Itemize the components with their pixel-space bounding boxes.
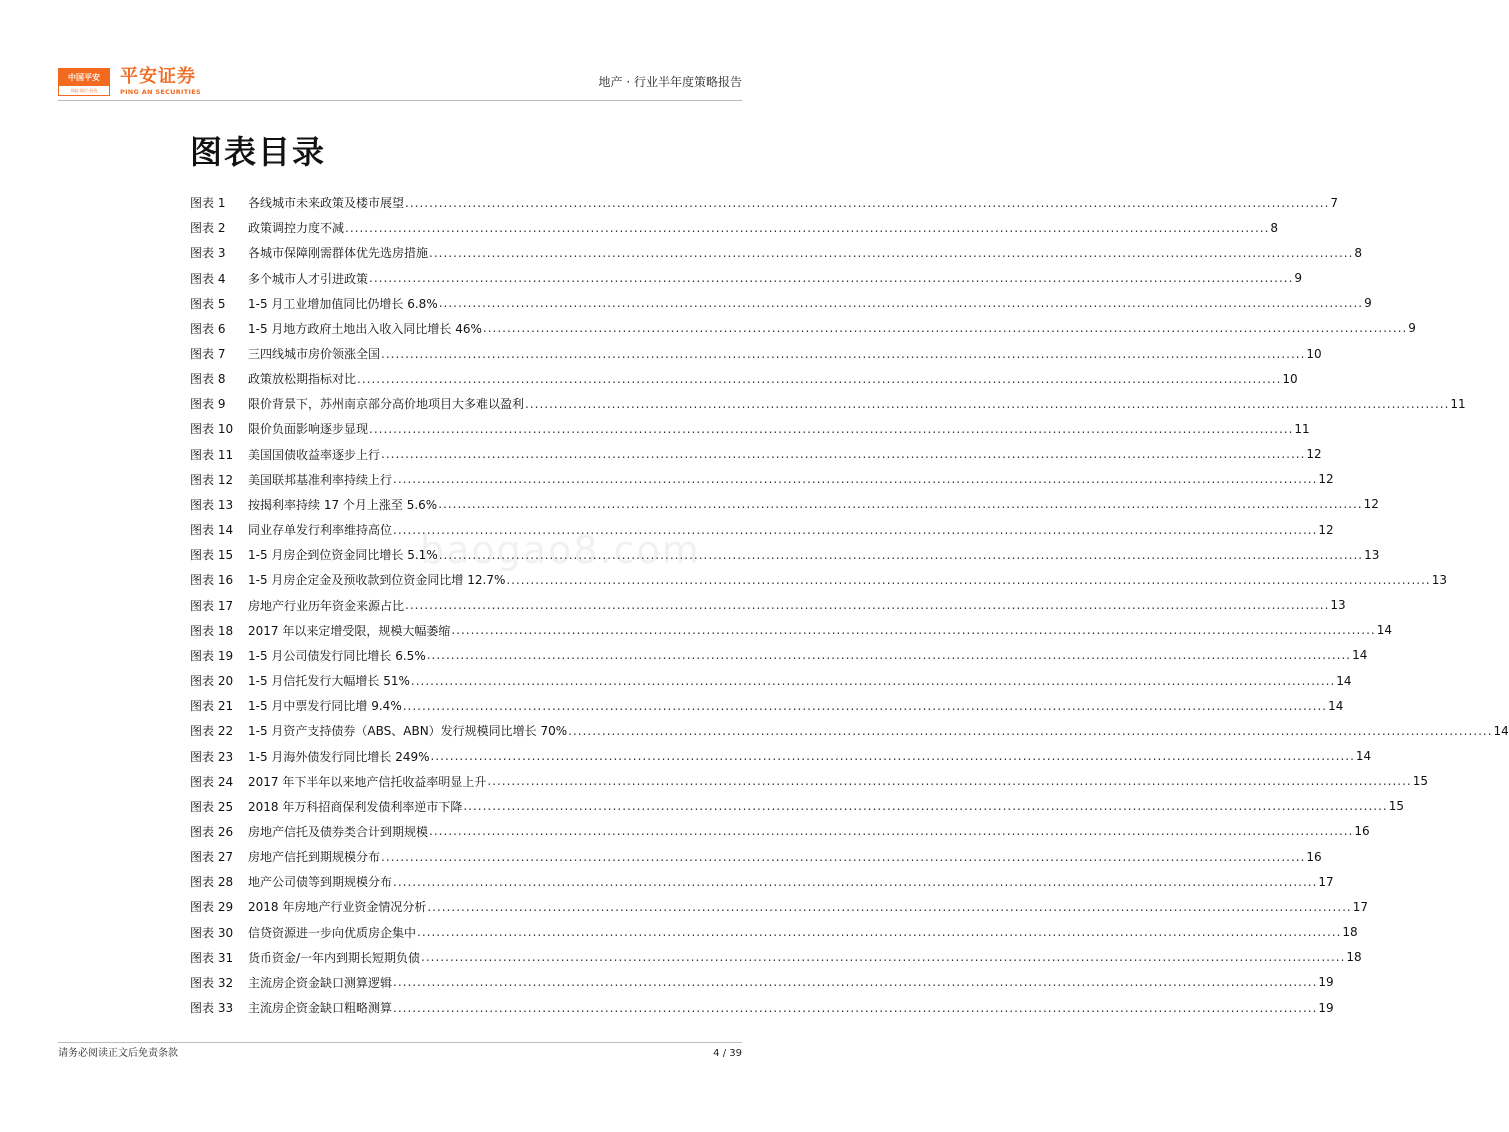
toc-entry-label: 图表 4 (190, 271, 226, 286)
toc-entry-page: 9 (1408, 321, 1416, 336)
toc-entry-label: 图表 33 (190, 1001, 234, 1016)
toc-entry[interactable] (190, 190, 1339, 215)
toc-entry-page: 16 (1354, 824, 1370, 839)
toc-entry[interactable] (190, 970, 1334, 995)
toc-entry-page: 18 (1346, 950, 1362, 965)
toc-entry-page: 13 (1364, 547, 1380, 562)
toc-entry[interactable] (190, 794, 1405, 819)
toc-entry-page: 14 (1355, 749, 1372, 764)
toc-entry-page: 7 (1330, 195, 1339, 210)
toc-entry-label: 图表 18 (190, 623, 234, 638)
toc-entry-label: 图表 16 (190, 573, 234, 588)
toc-entry-page: 12 (1363, 497, 1379, 512)
page-number: 4 / 39 (713, 1048, 742, 1059)
toc-entry-label: 图表 9 (190, 397, 226, 412)
table-of-figures (190, 190, 1509, 1020)
toc-entry[interactable] (190, 693, 1344, 718)
toc-entry-label: 图表 1 (190, 196, 226, 211)
toc-entry-page: 18 (1342, 925, 1358, 940)
toc-entry-page: 17 (1318, 874, 1334, 889)
toc-entry-title: 1-5 月信托发行大幅增长 51% (248, 674, 410, 689)
toc-entry-page: 9 (1294, 271, 1303, 286)
toc-dot-leader: ................................................................................................................................................................................................ (427, 899, 1352, 914)
report-title: 地产 · 行业半年度策略报告 (598, 75, 742, 89)
toc-entry-title: 2018 年房地产行业资金情况分析 (248, 900, 427, 915)
toc-dot-leader: ................................................................................................................................................................................................ (438, 547, 1364, 562)
toc-entry-page: 19 (1318, 1000, 1334, 1015)
toc-entry[interactable] (190, 769, 1429, 794)
toc-entry-label: 图表 21 (190, 699, 234, 714)
toc-entry-title: 地产公司债等到期规模分布 (248, 875, 393, 890)
toc-entry-label: 图表 27 (190, 850, 234, 865)
toc-dot-leader: ................................................................................................................................................................................................ (568, 723, 1493, 738)
toc-dot-leader: ................................................................................................................................................................................................ (345, 220, 1270, 235)
toc-dot-leader: ................................................................................................................................................................................................ (487, 774, 1412, 789)
toc-entry-title: 房地产行业历年资金来源占比 (248, 598, 405, 613)
toc-entry-label: 图表 24 (190, 774, 234, 789)
toc-entry-page: 14 (1336, 673, 1352, 688)
toc-entry[interactable] (190, 743, 1372, 768)
toc-entry-title: 限价背景下，苏州南京部分高价地项目大多难以盈利 (248, 397, 525, 412)
toc-entry-title: 三四线城市房价领涨全国 (248, 347, 381, 362)
toc-entry[interactable] (190, 819, 1370, 844)
toc-dot-leader: ................................................................................................................................................................................................ (393, 522, 1318, 537)
page-title: 图表目录 (190, 133, 327, 171)
toc-entry-label: 图表 15 (190, 548, 234, 563)
toc-entry-label: 图表 28 (190, 875, 234, 890)
toc-entry-title: 1-5 月中票发行同比增 9.4% (248, 699, 402, 714)
toc-entry[interactable] (190, 668, 1352, 693)
toc-entry-label: 图表 29 (190, 900, 234, 915)
toc-entry-title: 主流房企资金缺口测算逻辑 (248, 975, 393, 990)
toc-entry[interactable] (190, 215, 1279, 240)
toc-entry-title: 1-5 月海外债发行同比增长 249% (248, 749, 430, 764)
toc-entry-label: 图表 11 (190, 447, 234, 462)
toc-entry-label: 图表 13 (190, 497, 234, 512)
toc-entry[interactable] (190, 995, 1334, 1020)
toc-entry-page: 11 (1450, 396, 1466, 411)
toc-entry-page: 14 (1493, 723, 1509, 738)
toc-entry[interactable] (190, 467, 1334, 492)
toc-entry-title: 房地产信托及债券类合计到期规模 (248, 824, 429, 839)
toc-entry-title: 限价负面影响逐步显现 (248, 422, 369, 437)
page-footer (58, 1042, 742, 1061)
toc-dot-leader: ................................................................................................................................................................................................ (393, 472, 1318, 487)
toc-entry-title: 房地产信托到期规模分布 (248, 850, 381, 865)
toc-dot-leader: ................................................................................................................................................................................................ (402, 698, 1328, 713)
toc-entry-label: 图表 23 (190, 749, 234, 764)
toc-entry[interactable] (190, 894, 1369, 919)
securities-logo-name: 平安证券 (120, 66, 196, 87)
toc-entry-label: 图表 26 (190, 824, 234, 839)
toc-dot-leader: ................................................................................................................................................................................................ (381, 447, 1306, 462)
toc-entry-title: 货币资金/一年内到期长短期负债 (248, 950, 421, 965)
toc-entry-label: 图表 30 (190, 925, 234, 940)
toc-entry[interactable] (190, 366, 1298, 391)
logo-box-subtext: 保险·银行·投资 (70, 88, 98, 93)
toc-entry-page: 8 (1270, 220, 1279, 235)
toc-dot-leader: ................................................................................................................................................................................................ (393, 975, 1318, 990)
toc-entry[interactable] (190, 341, 1322, 366)
toc-entry-page: 12 (1318, 472, 1334, 487)
toc-entry-title: 2018 年万科招商保利发债利率逆市下降 (248, 799, 463, 814)
toc-entry[interactable] (190, 542, 1380, 567)
toc-entry[interactable] (190, 643, 1368, 668)
toc-entry-page: 9 (1364, 296, 1372, 311)
toc-entry[interactable] (190, 869, 1334, 894)
toc-entry[interactable] (190, 618, 1393, 643)
toc-entry-label: 图表 31 (190, 950, 234, 965)
toc-entry-title: 美国联邦基准利率持续上行 (248, 472, 393, 487)
toc-dot-leader: ................................................................................................................................................................................................ (463, 799, 1388, 814)
toc-dot-leader: ................................................................................................................................................................................................ (506, 572, 1431, 587)
toc-entry[interactable] (190, 567, 1448, 592)
toc-dot-leader: ................................................................................................................................................................................................ (451, 623, 1376, 638)
toc-entry-label: 图表 6 (190, 321, 226, 336)
toc-dot-leader: ................................................................................................................................................................................................ (429, 824, 1354, 839)
toc-dot-leader: ................................................................................................................................................................................................ (381, 346, 1306, 361)
toc-entry[interactable] (190, 265, 1303, 290)
toc-dot-leader: ................................................................................................................................................................................................ (426, 648, 1352, 663)
toc-entry-label: 图表 14 (190, 523, 234, 538)
toc-entry-page: 14 (1376, 623, 1393, 638)
toc-dot-leader: ................................................................................................................................................................................................ (369, 421, 1294, 436)
toc-dot-leader: ................................................................................................................................................................................................ (381, 849, 1306, 864)
toc-entry[interactable] (190, 718, 1509, 743)
toc-entry-title: 1-5 月工业增加值同比仍增长 6.8% (248, 296, 438, 311)
toc-entry-title: 1-5 月房企定金及预收款到位资金同比增 12.7% (248, 573, 506, 588)
pingan-group-logo (58, 68, 110, 96)
toc-entry-page: 10 (1306, 346, 1322, 361)
toc-entry-page: 14 (1352, 648, 1368, 663)
toc-entry-title: 2017 年下半年以来地产信托收益率明显上升 (248, 774, 487, 789)
toc-entry-label: 图表 5 (190, 296, 226, 311)
toc-entry-label: 图表 10 (190, 422, 234, 437)
toc-entry[interactable] (190, 920, 1358, 945)
toc-entry-page: 15 (1388, 799, 1405, 814)
toc-entry-title: 政策放松期指标对比 (248, 372, 357, 387)
toc-entry[interactable] (190, 442, 1322, 467)
toc-entry-title: 各线城市未来政策及楼市展望 (248, 196, 405, 211)
toc-entry-page: 12 (1318, 522, 1334, 537)
toc-entry[interactable] (190, 844, 1322, 869)
toc-entry-title: 1-5 月资产支持债券（ABS、ABN）发行规模同比增长 70% (248, 724, 568, 739)
watermark: baogao8.com (420, 528, 701, 572)
toc-entry-title: 政策调控力度不减 (248, 221, 345, 236)
toc-entry-label: 图表 8 (190, 372, 226, 387)
toc-dot-leader: ................................................................................................................................................................................................ (429, 245, 1354, 260)
toc-entry-page: 14 (1328, 698, 1344, 713)
toc-entry-title: 信贷资源进一步向优质房企集中 (248, 925, 417, 940)
toc-entry-page: 11 (1294, 421, 1310, 436)
toc-entry[interactable] (190, 517, 1334, 542)
toc-dot-leader: ................................................................................................................................................................................................ (410, 673, 1336, 688)
toc-entry[interactable] (190, 291, 1372, 316)
toc-dot-leader: ................................................................................................................................................................................................ (417, 925, 1342, 940)
toc-dot-leader: ................................................................................................................................................................................................ (482, 321, 1408, 336)
toc-dot-leader: ................................................................................................................................................................................................ (393, 874, 1318, 889)
toc-entry[interactable] (190, 240, 1363, 265)
toc-entry-title: 同业存单发行利率维持高位 (248, 523, 393, 538)
toc-entry-label: 图表 20 (190, 674, 234, 689)
toc-entry-page: 15 (1412, 774, 1429, 789)
toc-entry-page: 13 (1431, 572, 1448, 587)
toc-entry-title: 多个城市人才引进政策 (248, 271, 369, 286)
toc-dot-leader: ................................................................................................................................................................................................ (438, 497, 1363, 512)
toc-entry-title: 主流房企资金缺口粗略测算 (248, 1001, 393, 1016)
toc-entry-page: 10 (1282, 371, 1298, 386)
toc-entry[interactable] (190, 391, 1466, 416)
toc-entry-page: 16 (1306, 849, 1322, 864)
toc-entry[interactable] (190, 593, 1346, 618)
logo-box-text: 中国平安 (59, 69, 109, 86)
toc-entry[interactable] (190, 316, 1416, 341)
page-header (58, 60, 742, 101)
toc-entry-label: 图表 32 (190, 975, 234, 990)
toc-entry-label: 图表 19 (190, 648, 234, 663)
toc-dot-leader: ................................................................................................................................................................................................ (438, 296, 1364, 311)
toc-dot-leader: ................................................................................................................................................................................................ (357, 371, 1282, 386)
toc-entry-label: 图表 17 (190, 598, 234, 613)
toc-entry-title: 1-5 月公司债发行同比增长 6.5% (248, 648, 426, 663)
toc-entry-title: 美国国债收益率逐步上行 (248, 447, 381, 462)
toc-entry-page: 13 (1330, 598, 1346, 613)
toc-dot-leader: ................................................................................................................................................................................................ (525, 396, 1450, 411)
toc-entry-label: 图表 2 (190, 221, 226, 236)
disclaimer-note: 请务必阅读正文后免责条款 (58, 1048, 178, 1059)
toc-entry-label: 图表 3 (190, 246, 226, 261)
toc-entry-label: 图表 22 (190, 724, 234, 739)
toc-dot-leader: ................................................................................................................................................................................................ (369, 271, 1294, 286)
toc-entry[interactable] (190, 416, 1310, 441)
toc-entry-title: 1-5 月房企到位资金同比增长 5.1% (248, 548, 438, 563)
toc-entry[interactable] (190, 945, 1362, 970)
toc-entry-page: 8 (1354, 245, 1363, 260)
toc-entry-page: 17 (1352, 899, 1369, 914)
toc-dot-leader: ................................................................................................................................................................................................ (405, 195, 1330, 210)
toc-entry-page: 19 (1318, 975, 1334, 990)
toc-entry-page: 12 (1306, 447, 1322, 462)
toc-dot-leader: ................................................................................................................................................................................................ (405, 598, 1330, 613)
toc-dot-leader: ................................................................................................................................................................................................ (393, 1000, 1318, 1015)
toc-entry[interactable] (190, 492, 1379, 517)
toc-entry-label: 图表 12 (190, 472, 234, 487)
toc-entry-title: 1-5 月地方政府土地出入收入同比增长 46% (248, 321, 482, 336)
toc-entry-label: 图表 25 (190, 799, 234, 814)
toc-entry-title: 按揭利率持续 17 个月上涨至 5.6% (248, 497, 438, 512)
toc-dot-leader: ................................................................................................................................................................................................ (430, 749, 1355, 764)
toc-dot-leader: ................................................................................................................................................................................................ (421, 950, 1346, 965)
toc-entry-title: 各城市保障刚需群体优先选房措施 (248, 246, 429, 261)
toc-entry-label: 图表 7 (190, 347, 226, 362)
toc-entry-title: 2017 年以来定增受限，规模大幅萎缩 (248, 623, 451, 638)
securities-logo-english: PING AN SECURITIES (120, 88, 201, 96)
